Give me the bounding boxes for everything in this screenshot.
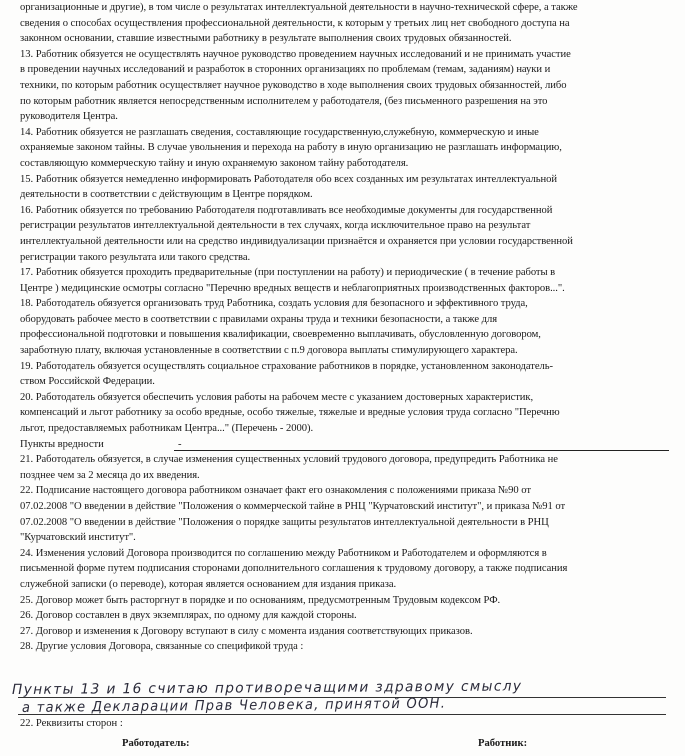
clause-24: 24. Изменения условий Договора производится по соглашению между Работником и Работодателем и оформляются в	[20, 547, 547, 559]
text-line: составляющую коммерческую тайну и иную охраняемую законом тайну работодателя.	[20, 157, 409, 169]
text-line: ством Российской Федерации.	[20, 376, 155, 388]
text-line: регистрации такого результата или такого средства.	[20, 251, 251, 263]
text-line: "Курчатовский институт".	[20, 532, 136, 544]
text-line: в проведении научных исследований и разработок в сторонних организациях по проблемам (темам, заданиям) науки и	[20, 64, 551, 76]
clause-13: 13. Работник обязуется не осуществлять научное руководство проведением научных исследований и не принимать участие	[20, 48, 571, 60]
clause-19: 19. Работодатель обязуется осуществлять социальное страхование работников в порядке, установленном законодатель-	[20, 360, 553, 372]
employee-label: Работник:	[478, 738, 528, 749]
text-line: компенсаций и льгот работнику за особо вредные, особо тяжелые, тяжелые и вредные условия труда согласно "Перечню	[20, 407, 560, 419]
harm-points-label: Пункты вредности	[20, 438, 104, 450]
contract-text	[20, 0, 675, 655]
clause-15: 15. Работник обязуется немедленно информировать Работодателя обо всех созданных им результатах интеллектуальной	[20, 173, 558, 185]
text-line: 07.02.2008 "О введении в действие "Положения о порядке защиты результатов интеллектуальной деятельности в РНЦ	[20, 516, 549, 528]
employer-label: Работодатель:	[122, 738, 190, 749]
text-line: техники, по которым работник осуществляет научное руководство в ходе выполнения своих трудовых обязанностей, либо	[20, 79, 567, 91]
clause-14: 14. Работник обязуется не разглашать сведения, составляющие государственную,служебную, коммерческую и иные	[20, 126, 539, 138]
clause-27: 27. Договор и изменения к Договору вступают в силу с момента издания соответствующих приказов.	[20, 625, 473, 637]
clause-17: 17. Работник обязуется проходить предварительные (при поступлении на работу) и периодические ( в течение работы в	[20, 267, 556, 279]
clause-28: 28. Другие условия Договора, связанные со спецификой труда :	[20, 641, 304, 653]
text-line: оборудовать рабочее место в соответствии с правилами охраны труда и техники безопасности, а также для	[20, 313, 498, 325]
clause-25: 25. Договор может быть расторгнут в порядке и по основаниям, предусмотренным Трудовым кодексом РФ.	[20, 594, 501, 606]
text-line: служебной записки (о переводе), которая является основанием для издания приказа.	[20, 578, 397, 590]
text-line: 07.02.2008 "О введении в действие "Положения о коммерческой тайне в РНЦ "Курчатовский институт", и приказа №91 от	[20, 501, 566, 512]
text-line: интеллектуальной деятельности или на средство индивидуализации признаётся и охраняется при условии государственной	[20, 235, 573, 247]
clause-16: 16. Работник обязуется по требованию Работодателя подготавливать все необходимые документы для государственной	[20, 204, 553, 216]
text-line: позднее чем за 2 месяца до их введения.	[20, 469, 200, 481]
handwritten-note-line-1: Пункты 13 и 16 считаю противоречащими здравому смыслу	[11, 678, 523, 698]
clause-18: 18. Работодатель обязуется организовать труд Работника, создать условия для безопасного и эффективного труда,	[20, 298, 528, 310]
handwritten-note-line-2: а также Декларации Прав Человека, принятой ООН.	[21, 695, 447, 716]
requisites-heading: 22. Реквизиты сторон :	[20, 718, 123, 729]
clause-22: 22. Подписание настоящего договора работником означает факт его ознакомления с положениями приказа №90 от	[20, 485, 531, 497]
text-line: профессиональной подготовки и повышения квалификации, своевременно выплачивать, обусловленную договором,	[20, 329, 541, 341]
text-line: руководителя Центра.	[20, 111, 118, 123]
text-line: заработную плату, включая установленные в соответствии с п.9 договора выплаты стимулирующего характера.	[20, 345, 518, 357]
clause-21: 21. Работодатель обязуется, в случае изменения существенных условий трудового договора, предупредить Работника не	[20, 454, 558, 466]
text-line: по которым работник является непосредственным исполнителем у работодателя, (без письменного разрешения на это	[20, 95, 548, 107]
text-line: охраняемые законом тайны. В случае увольнения и перехода на работу в иную организацию не разглашать информацию,	[20, 142, 562, 154]
harm-points-row	[20, 437, 675, 453]
harm-points-value: -	[178, 438, 182, 450]
fill-in-line	[174, 450, 669, 451]
text-line: льгот, предоставляемых работникам Центра..." (Перечень - 2000).	[20, 423, 314, 435]
handwriting-underline	[18, 714, 666, 715]
clause-20: 20. Работодатель обязуется обеспечить условия работы на рабочем месте с указанием достоверных характеристик,	[20, 391, 534, 403]
text-line: организационные и другие), в том числе о результатах интеллектуальной деятельности в научно-технической сфере, а также	[20, 2, 578, 13]
clause-26: 26. Договор составлен в двух экземплярах, по одному для каждой стороны.	[20, 610, 357, 622]
text-line: регистрации результатов интеллектуальной деятельности в тех случаях, когда исключительное право на результат	[20, 220, 531, 232]
text-line: письменной форме путем подписания сторонами дополнительного соглашения к трудовому договору, а также подписания	[20, 563, 568, 575]
text-line: Центре ) медицинские осмотры согласно "Перечню вредных веществ и неблагоприятных производственных факторов...".	[20, 282, 565, 294]
text-line: деятельности в соответствии с действующим в Центре порядком.	[20, 189, 313, 201]
text-line: сведения о способах осуществления профессиональной деятельности, к которым у третьих лиц нет свободного доступа на	[20, 17, 570, 29]
text-line: законном основании, ставшие известными работнику в результате выполнения своих трудовых обязанностей.	[20, 33, 512, 45]
